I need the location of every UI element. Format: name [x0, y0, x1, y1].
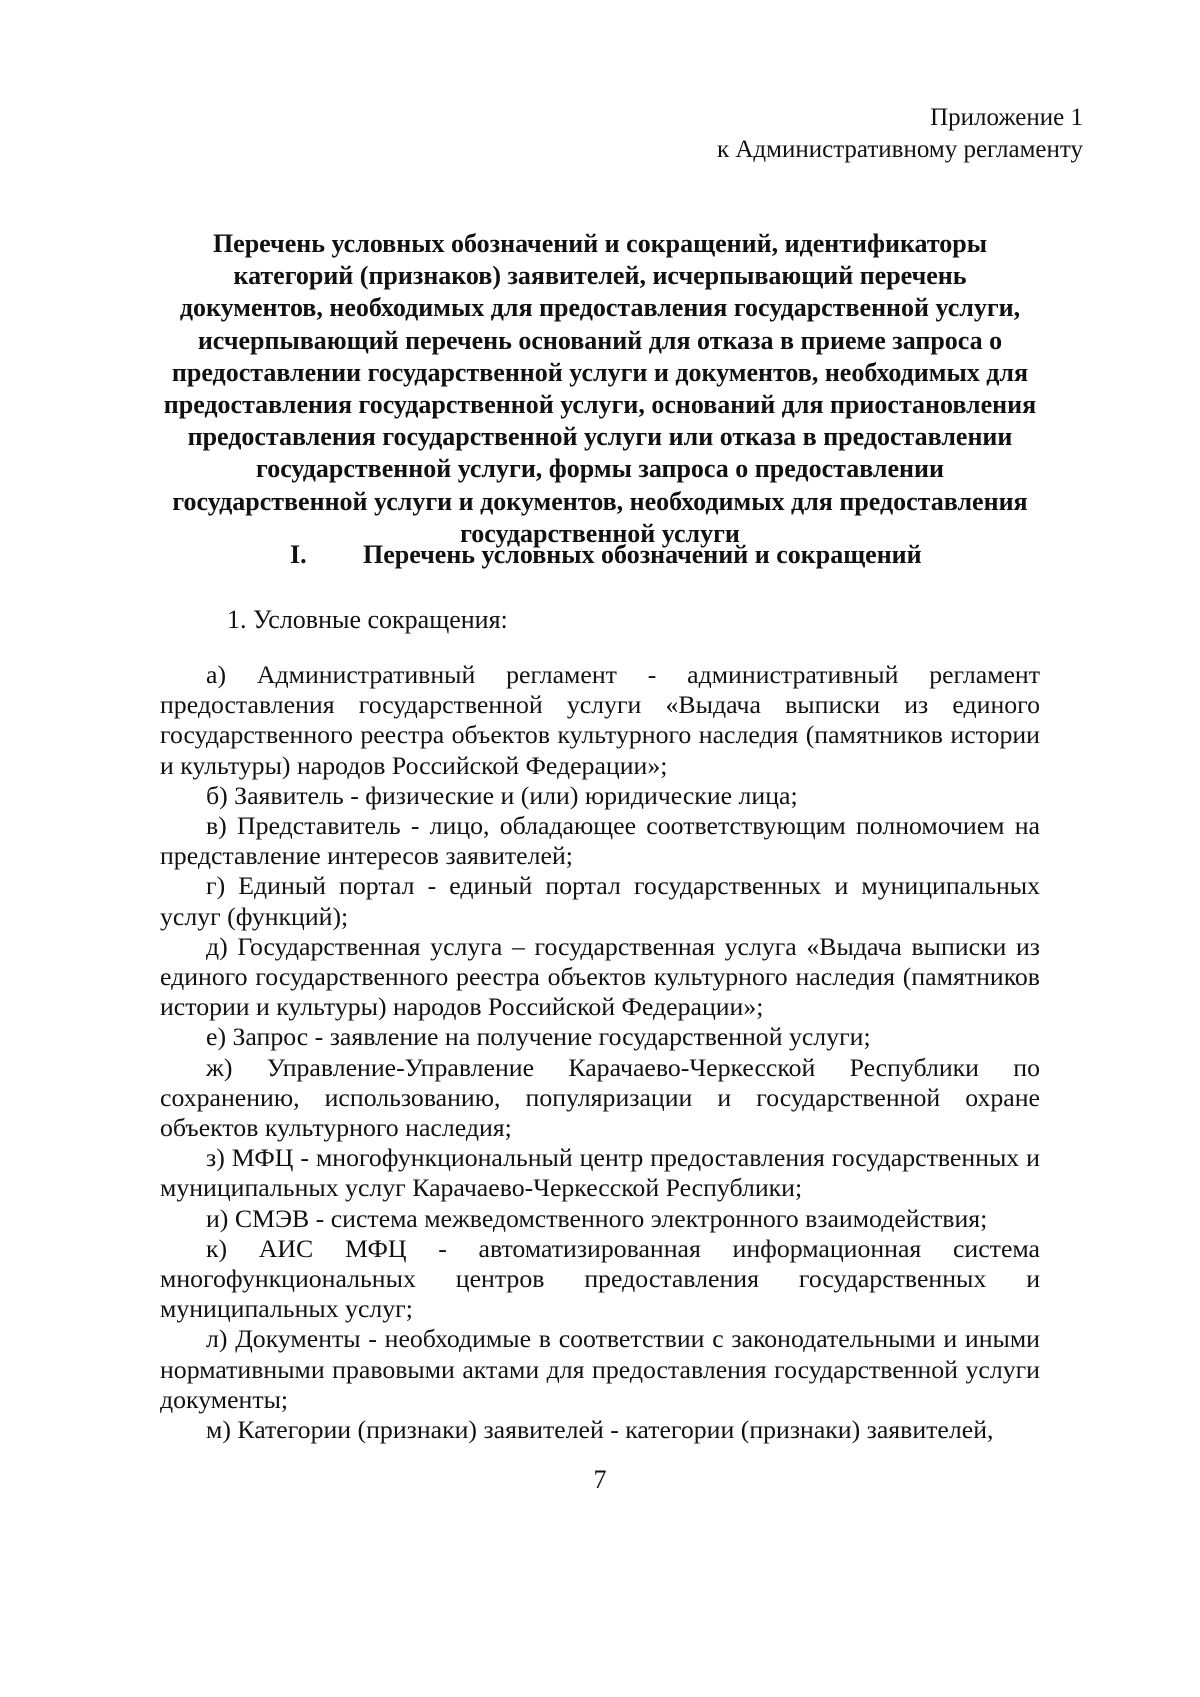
section-heading: [290, 539, 922, 571]
definition-item: ж) Управление-Управление Карачаево-Черкесской Республики по сохранению, использованию, популяризации и государственной охране объектов культурного наследия;: [160, 1052, 1040, 1143]
item-label: 1. Условные сокращения:: [227, 605, 508, 634]
appendix-line-1: Приложение 1: [930, 104, 1083, 131]
appendix-line-2: к Административному регламенту: [716, 136, 1083, 163]
definition-item: г) Единый портал - единый портал государственных и муниципальных услуг (функций);: [160, 871, 1040, 931]
definition-item: б) Заявитель - физические и (или) юридические лица;: [206, 780, 798, 810]
definition-item: е) Запрос - заявление на получение государственной услуги;: [206, 1022, 871, 1052]
definition-item: м) Категории (признаки) заявителей - категории (признаки) заявителей,: [206, 1415, 994, 1445]
definition-item: а) Административный регламент - административный регламент предоставления государственной услуги «Выдача выписки из единого государственного реестра объектов культурного наследия (памятников истории и культуры) народов Российской Федерации»;: [160, 660, 1040, 780]
definition-item: и) СМЭВ - система межведомственного электронного взаимодействия;: [206, 1203, 988, 1233]
definitions-list: [160, 660, 1040, 1445]
appendix-header: [717, 102, 1083, 166]
document-title: Перечень условных обозначений и сокращений, идентификаторы категорий (признаков) заявителей, исчерпывающий перечень документов, необходимых для предоставления государственной услуги, исчерпывающий перечень оснований для отказа в приеме запроса о предоставлении государственной услуги и документов, необходимых для предоставления государственной услуги, оснований для приостановления предоставления государственной услуги или отказа в предоставлении государственной услуги, формы запроса о предоставлении государственной услуги и документов, необходимых для предоставления государственной услуги: [163, 229, 1037, 548]
section-heading-text: Перечень условных обозначений и сокращений: [363, 540, 922, 569]
definition-item: в) Представитель - лицо, обладающее соответствующим полномочием на представление интересов заявителей;: [160, 811, 1040, 871]
definition-item: к) АИС МФЦ - автоматизированная информационная система многофункциональных центров предоставления государственных и муниципальных услуг;: [160, 1233, 1040, 1324]
section-number: I.: [290, 540, 307, 569]
definition-item: з) МФЦ - многофункциональный центр предоставления государственных и муниципальных услуг Карачаево-Черкесской Республики;: [160, 1143, 1040, 1203]
page-number: 7: [593, 1465, 607, 1494]
definition-item: л) Документы - необходимые в соответствии с законодательными и иными нормативными правовыми актами для предоставления государственной услуги документы;: [160, 1324, 1040, 1414]
definition-item: д) Государственная услуга – государственная услуга «Выдача выписки из единого государственного реестра объектов культурного наследия (памятников истории и культуры) народов Российской Федерации»;: [160, 931, 1040, 1022]
